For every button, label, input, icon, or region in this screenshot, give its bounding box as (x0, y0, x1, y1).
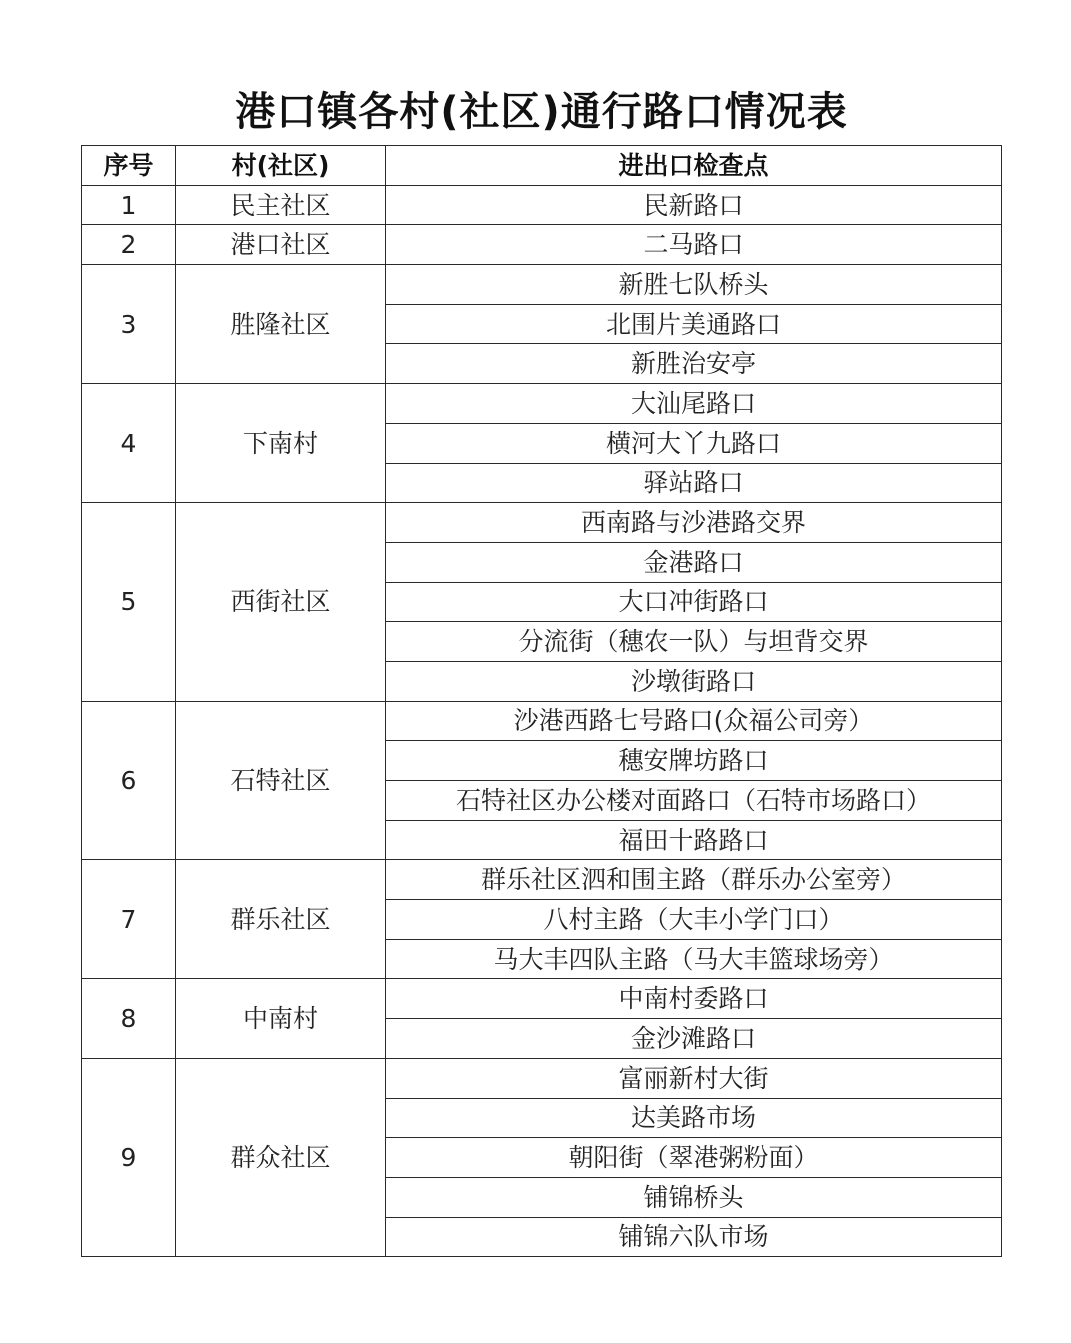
table-row (82, 384, 1002, 424)
checkpoint-name: 达美路市场 (386, 1098, 1002, 1138)
checkpoint-name: 富丽新村大街 (386, 1058, 1002, 1098)
checkpoint-name: 横河大丫九路口 (386, 423, 1002, 463)
checkpoint-name: 穗安牌坊路口 (386, 741, 1002, 781)
checkpoint-name: 金港路口 (386, 542, 1002, 582)
checkpoint-name: 北围片美通路口 (386, 304, 1002, 344)
table-header-row (82, 146, 1002, 186)
header-no: 序号 (82, 146, 176, 186)
checkpoint-name: 新胜治安亭 (386, 344, 1002, 384)
checkpoint-name: 福田十路路口 (386, 820, 1002, 860)
table-row (82, 503, 1002, 543)
row-number: 1 (82, 185, 176, 225)
checkpoint-name: 民新路口 (386, 185, 1002, 225)
table-row (82, 225, 1002, 265)
row-number: 3 (82, 265, 176, 384)
table-row (82, 979, 1002, 1019)
checkpoint-name: 分流街（穗农一队）与坦背交界 (386, 622, 1002, 662)
row-number: 4 (82, 384, 176, 503)
checkpoint-name: 马大丰四队主路（马大丰篮球场旁） (386, 939, 1002, 979)
village-name: 民主社区 (176, 185, 386, 225)
village-name: 胜隆社区 (176, 265, 386, 384)
table-row (82, 860, 1002, 900)
checkpoint-name: 大口冲街路口 (386, 582, 1002, 622)
checkpoint-name: 驿站路口 (386, 463, 1002, 503)
checkpoint-name: 中南村委路口 (386, 979, 1002, 1019)
checkpoint-name: 群乐社区泗和围主路（群乐办公室旁） (386, 860, 1002, 900)
village-name: 下南村 (176, 384, 386, 503)
checkpoint-name: 沙港西路七号路口(众福公司旁） (386, 701, 1002, 741)
village-name: 群乐社区 (176, 860, 386, 979)
checkpoint-name: 铺锦六队市场 (386, 1217, 1002, 1257)
village-name: 群众社区 (176, 1058, 386, 1256)
village-name: 港口社区 (176, 225, 386, 265)
checkpoint-name: 金沙滩路口 (386, 1019, 1002, 1059)
row-number: 5 (82, 503, 176, 701)
table-row (82, 701, 1002, 741)
checkpoint-name: 八村主路（大丰小学门口） (386, 900, 1002, 940)
table-row (82, 265, 1002, 305)
header-checkpoint: 进出口检查点 (386, 146, 1002, 186)
table-row (82, 1058, 1002, 1098)
checkpoint-table (81, 145, 1002, 1257)
row-number: 2 (82, 225, 176, 265)
village-name: 西街社区 (176, 503, 386, 701)
table-body (82, 185, 1002, 1257)
checkpoint-name: 西南路与沙港路交界 (386, 503, 1002, 543)
header-village: 村(社区) (176, 146, 386, 186)
row-number: 8 (82, 979, 176, 1058)
row-number: 6 (82, 701, 176, 860)
checkpoint-name: 二马路口 (386, 225, 1002, 265)
checkpoint-name: 铺锦桥头 (386, 1177, 1002, 1217)
checkpoint-name: 石特社区办公楼对面路口（石特市场路口） (386, 781, 1002, 821)
checkpoint-name: 沙墩街路口 (386, 661, 1002, 701)
village-name: 石特社区 (176, 701, 386, 860)
table-row (82, 185, 1002, 225)
checkpoint-name: 新胜七队桥头 (386, 265, 1002, 305)
checkpoint-name: 朝阳街（翠港粥粉面） (386, 1138, 1002, 1178)
row-number: 7 (82, 860, 176, 979)
checkpoint-name: 大汕尾路口 (386, 384, 1002, 424)
village-name: 中南村 (176, 979, 386, 1058)
row-number: 9 (82, 1058, 176, 1256)
page-title: 港口镇各村(社区)通行路口情况表 (235, 89, 848, 135)
